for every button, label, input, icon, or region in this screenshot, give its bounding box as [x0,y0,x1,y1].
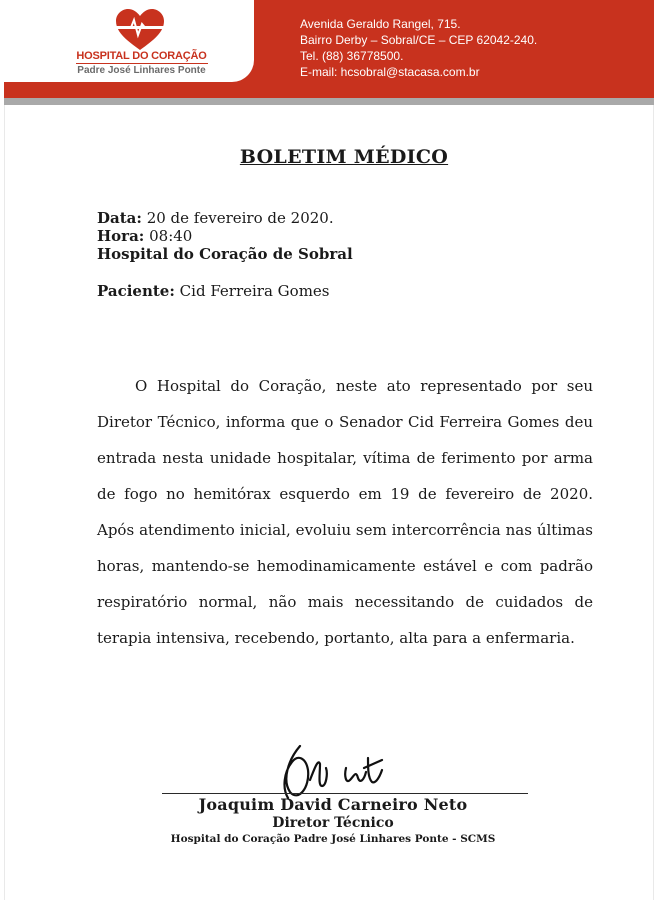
date-label: Data: [97,209,142,227]
header-gray-stripe [4,98,654,105]
signer-organization: Hospital do Coração Padre José Linhares Ponte - SCMS [170,833,496,845]
date-row [97,209,353,227]
body-paragraph: O Hospital do Coração, neste ato representado por seu Diretor Técnico, informa que o Senador Cid Ferreira Gomes deu entrada nesta unidade hospitalar, vítima de ferimento por arma de fogo no hemitórax esquerdo em 19 de fevereiro de 2020. Após atendimento inicial, evoluiu sem intercorrência nas últimas horas, mantendo-se hemodinamicamente estável e com padrão respiratório normal, não mais necessitando de cuidados de terapia intensiva, recebendo, portanto, alta para a enfermaria. [97,377,593,647]
logo-divider [76,63,208,64]
signer-name: Joaquim David Carneiro Neto [198,795,468,814]
patient-row [97,282,330,300]
logo-name: HOSPITAL DO CORAÇÃO [76,50,207,62]
logo-subtitle: Padre José Linhares Ponte [77,65,206,76]
header-address-block [300,16,537,80]
document-title: BOLETIM MÉDICO [239,146,449,168]
date-value: 20 de fevereiro de 2020. [146,209,334,227]
time-value: 08:40 [149,227,193,245]
email-line: E-mail: hcsobral@stacasa.com.br [300,65,480,79]
heart-logo-icon [114,8,166,52]
phone-line: Tel. (88) 36778500. [300,49,404,63]
time-row [97,227,353,245]
signer-role: Diretor Técnico [272,815,394,831]
info-block [97,209,353,263]
logo-panel [4,0,254,82]
address-line-2: Bairro Derby – Sobral/CE – CEP 62042-240. [300,33,538,47]
patient-value: Cid Ferreira Gomes [179,282,330,300]
signature-line [162,793,528,794]
time-label: Hora: [97,227,145,245]
address-line-1: Avenida Geraldo Rangel, 715. [300,17,461,31]
patient-label: Paciente: [97,282,175,300]
hospital-name: Hospital do Coração de Sobral [97,245,353,263]
